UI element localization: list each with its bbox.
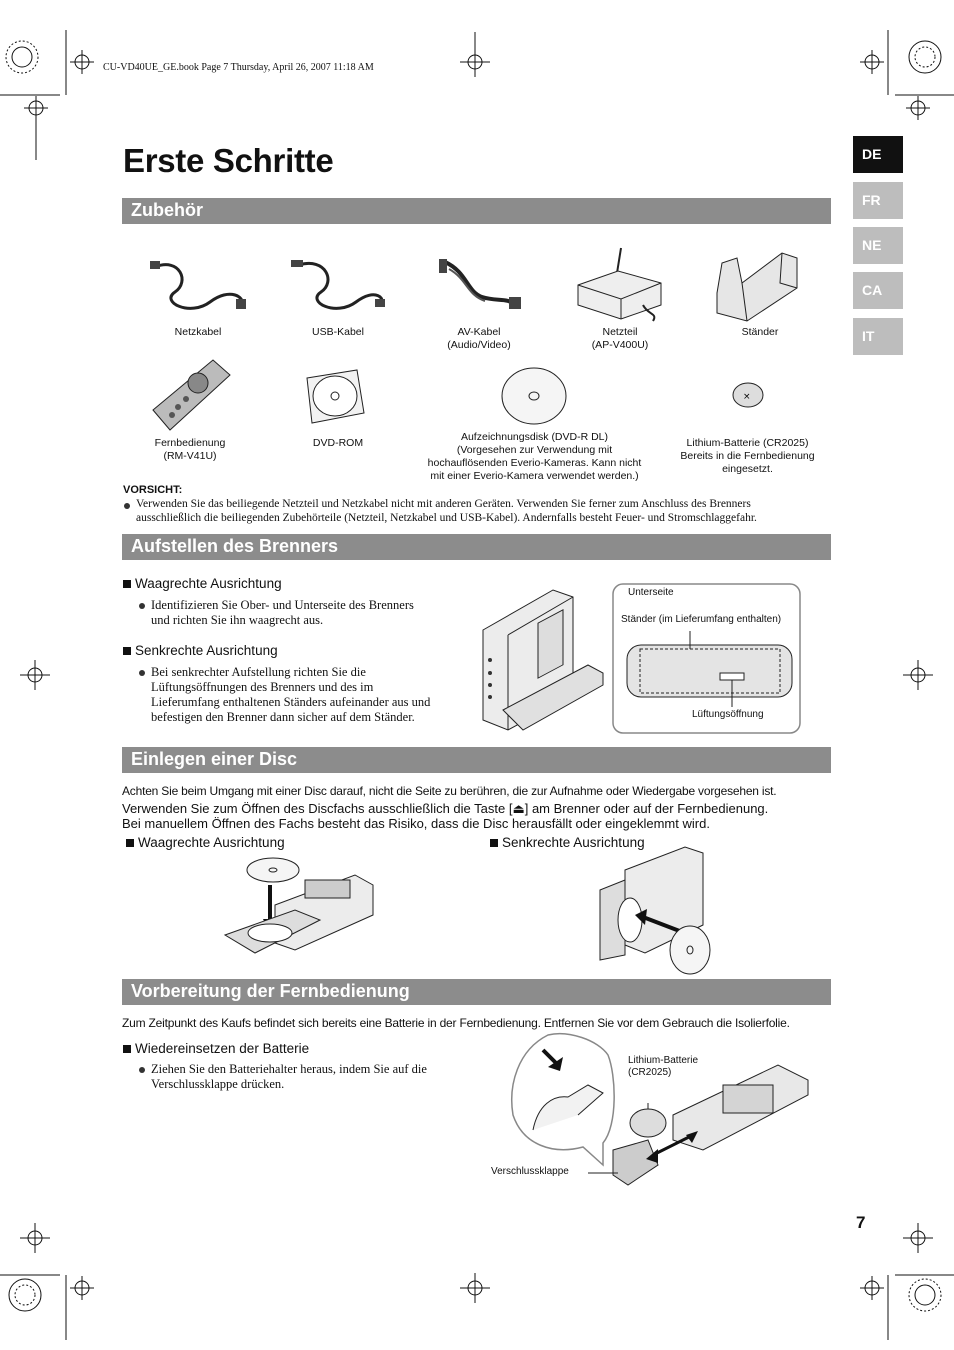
caption-line: Ständer (741, 326, 779, 338)
caption-line: eingesetzt. (722, 463, 773, 475)
caption-fernbedienung (135, 437, 245, 463)
bullet-icon (139, 670, 145, 676)
svg-text:×: × (743, 392, 751, 402)
tab-fr[interactable] (853, 182, 903, 219)
callout-line: Lithium-Batterie (628, 1055, 699, 1066)
heading-text: Vorbereitung der Fernbedienung (131, 981, 410, 1001)
subheading-batterie (123, 1041, 309, 1056)
caption-line: DVD-ROM (312, 437, 364, 449)
caption-line: AV-Kabel (457, 326, 501, 338)
aufstellen-text-1 (151, 598, 414, 628)
subheading-text: Senkrechte Ausrichtung (135, 643, 278, 658)
caution-line: ausschließlich die beiliegenden Zubehörteile (Netzteil, Netzkabel und USB-Kabel). Andernfalls besteht Feuer- und Stromschlaggefahr. (136, 511, 757, 524)
bullet-icon (124, 503, 130, 509)
subheading-senkrecht (123, 643, 278, 658)
section-heading-aufstellen (122, 534, 831, 560)
bullet-icon (139, 603, 145, 609)
aufstellen-text-2 (151, 665, 430, 725)
einlegen-line-3: Bei manuellem Öffnen des Fachs besteht das Risiko, dass die Disc herausfällt oder eingeklemmt wird. (122, 816, 710, 831)
page-title: Erste Schritte (123, 142, 334, 179)
caption-lithium-batterie (665, 437, 830, 476)
section-heading-zubehoer (122, 198, 831, 224)
tab-label: FR (862, 192, 881, 208)
subheading-waagrecht-disc (126, 835, 285, 850)
av-cable-illustration (437, 257, 527, 317)
square-bullet-icon (126, 839, 134, 847)
body-line: Bei senkrechter Aufstellung richten Sie die (151, 665, 366, 679)
lithium-battery-illustration (731, 380, 766, 410)
bullet-icon (139, 1067, 145, 1073)
heading-text: Einlegen einer Disc (131, 749, 298, 769)
body-line: Identifizieren Sie Ober- und Unterseite des Brenners (151, 598, 414, 612)
caption-line: Netzkabel (174, 326, 222, 338)
callout-label-unterseite: Unterseite (628, 587, 674, 598)
callout-line: (CR2025) (628, 1067, 672, 1078)
body-line: befestigen den Brenner dann sicher auf dem Ständer. (151, 710, 415, 724)
caption-dvd-rom (288, 437, 388, 450)
tab-label: CA (862, 282, 883, 298)
body-line: Lieferumfang enthaltenen Ständers aufeinander aus und (151, 695, 431, 709)
caption-line: Lithium-Batterie (CR2025) (686, 437, 809, 449)
caption-line: (Audio/Video) (447, 339, 511, 351)
square-bullet-icon (490, 839, 498, 847)
caption-line: USB-Kabel (312, 326, 364, 338)
body-line: Verschlussklappe drücken. (151, 1077, 285, 1091)
caption-staender (710, 326, 810, 339)
subheading-text: Senkrechte Ausrichtung (502, 835, 645, 850)
caption-line: (Vorgesehen zur Verwendung mit (456, 444, 613, 456)
caption-line: Netzteil (602, 326, 638, 338)
caption-aufzeichnungsdisk (412, 431, 657, 483)
heading-text: Zubehör (131, 200, 203, 220)
caption-line: Fernbedienung (154, 437, 226, 449)
recording-disc-illustration (500, 366, 570, 426)
ac-adapter-illustration (573, 243, 668, 323)
subheading-waagrecht (123, 576, 282, 591)
einlegen-line-2: Verwenden Sie zum Öffnen des Discfachs ausschließlich die Taste [⏏] am Brenner oder auf der Fernbedienung. (122, 801, 769, 816)
subheading-text: Wiedereinsetzen der Batterie (135, 1041, 310, 1056)
caption-line: Aufzeichnungsdisk (DVD-R DL) (460, 431, 609, 443)
dvd-rom-illustration (302, 368, 372, 428)
tab-label: IT (862, 328, 875, 344)
square-bullet-icon (123, 647, 131, 655)
square-bullet-icon (123, 580, 131, 588)
caption-usb-kabel (288, 326, 388, 339)
subheading-text: Waagrechte Ausrichtung (135, 576, 282, 591)
body-line: Lüftungsöffnungen des Brenners und des im (151, 680, 374, 694)
callout-label-lueftung: Lüftungsöffnung (692, 709, 764, 720)
body-line: Ziehen Sie den Batteriehalter heraus, indem Sie auf die (151, 1062, 427, 1076)
caption-netzteil (565, 326, 675, 352)
tab-ca[interactable] (853, 272, 903, 309)
caution-text (136, 498, 836, 525)
caption-line: hochauflösenden Everio-Kameras. Kann nicht (427, 457, 642, 469)
section-heading-vorbereitung (122, 979, 831, 1005)
usb-cable-illustration (291, 257, 391, 317)
vorbereitung-note: Zum Zeitpunkt des Kaufs befindet sich bereits eine Batterie in der Fernbedienung. Entfernen Sie vor dem Gebrauch die Isolierfolie. (122, 1016, 790, 1030)
heading-text: Aufstellen des Brenners (131, 536, 339, 556)
upright-burner-illustration (478, 585, 608, 735)
power-cable-illustration (150, 257, 250, 317)
caption-line: Bereits in die Fernbedienung (680, 450, 815, 462)
square-bullet-icon (123, 1045, 131, 1053)
caption-av-kabel (424, 326, 534, 352)
caption-line: (AP-V400U) (591, 339, 649, 351)
vertical-disc-insert-illustration (595, 845, 715, 975)
callout-label-batterie (628, 1055, 698, 1079)
remote-control-illustration (148, 355, 238, 435)
body-line: und richten Sie ihn waagrecht aus. (151, 613, 324, 627)
subheading-text: Waagrechte Ausrichtung (138, 835, 285, 850)
tab-de[interactable] (853, 136, 903, 173)
tab-it[interactable] (853, 318, 903, 355)
caution-title: VORSICHT: (123, 484, 183, 496)
caption-line: (RM-V41U) (163, 450, 217, 462)
horizontal-disc-insert-illustration (225, 855, 385, 975)
einlegen-note: Achten Sie beim Umgang mit einer Disc darauf, nicht die Seite zu berühren, die zur Aufnahme oder Wiedergabe vorgesehen ist. (122, 784, 777, 798)
file-header-line: CU-VD40UE_GE.book Page 7 Thursday, April 26, 2007 11:18 AM (103, 62, 374, 73)
tab-label: DE (862, 146, 882, 162)
tab-ne[interactable] (853, 227, 903, 264)
callout-label-staender: Ständer (im Lieferumfang enthalten) (621, 614, 782, 625)
caution-line: Verwenden Sie das beiliegende Netzteil und Netzkabel nicht mit anderen Geräten. Verwenden Sie ferner zum Anschluss des Brenners (136, 498, 751, 510)
caption-netzkabel (148, 326, 248, 339)
tab-label: NE (862, 237, 882, 253)
vorbereitung-text (151, 1062, 427, 1092)
stand-illustration (712, 243, 807, 323)
page-number: 7 (856, 1213, 866, 1232)
callout-label-verschlussklappe: Verschlussklappe (491, 1166, 569, 1177)
section-heading-einlegen (122, 747, 831, 773)
caption-line: mit einer Everio-Kamera verwendet werden.) (430, 470, 639, 482)
